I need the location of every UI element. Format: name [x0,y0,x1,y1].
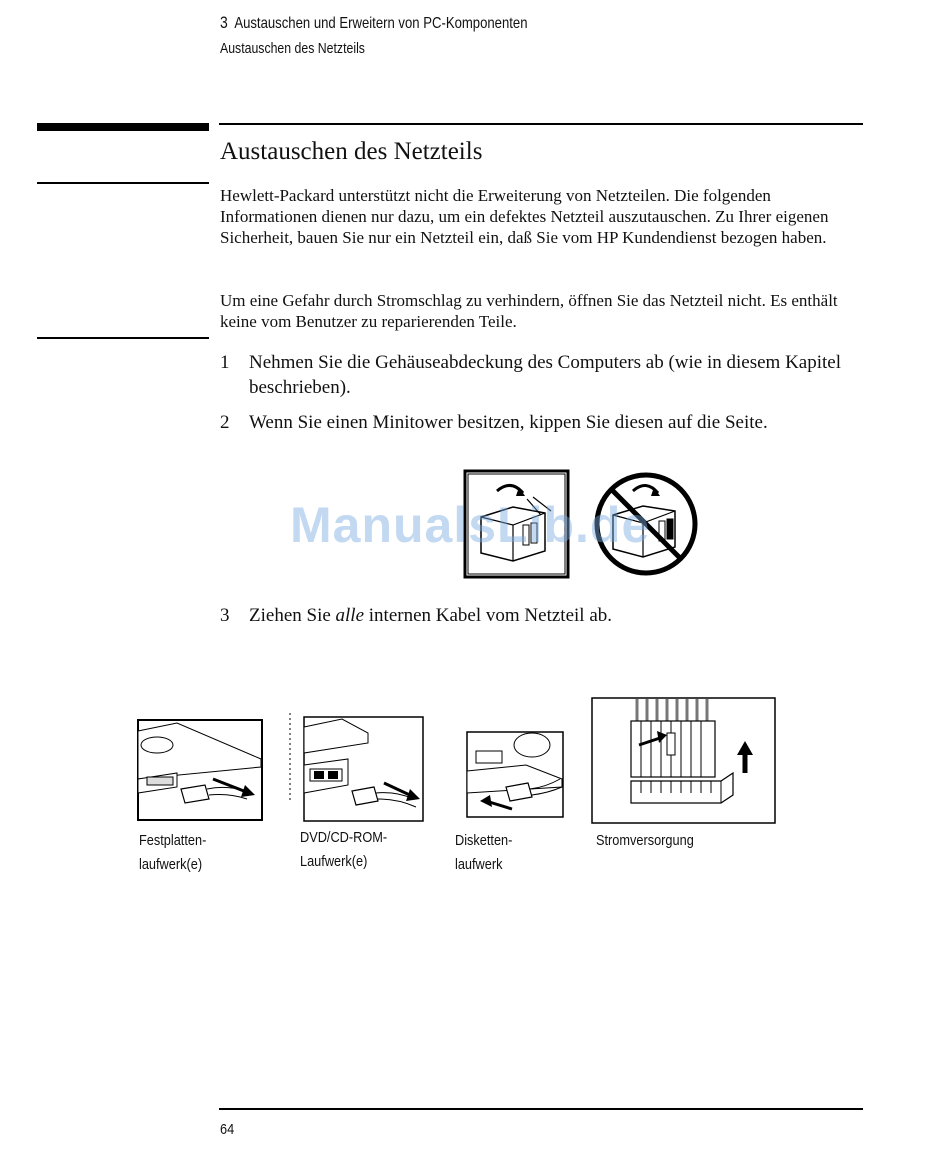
chapter-number: 3 [220,13,228,32]
psu-connector-illustration [591,697,777,825]
caption-power-supply: Stromversorgung [596,832,694,849]
step-text: Wenn Sie einen Minitower besitzen, kippen Sie diesen auf die Seite. [249,412,768,433]
page-number: 64 [220,1121,235,1138]
fdd-cable-illustration [466,731,566,820]
running-header-section: Austauschen des Netzteils [220,40,365,57]
page-title: Austauschen des Netzteils [220,138,483,165]
running-header-chapter [220,13,528,33]
margin-rule [37,337,209,339]
caption-hard-drive: Festplatten- laufwerk(e) [139,832,207,873]
hdd-cable-illustration [137,719,264,822]
dvd-cable-illustration [288,713,426,823]
title-rule [219,123,863,125]
caption-floppy-drive: Disketten- laufwerk [455,832,513,873]
step-text: Nehmen Sie die Gehäuseabdeckung des Computers ab (wie in diesem Kapitel beschrieben). [249,352,841,398]
step-number: 1 [220,352,230,373]
step-number: 3 [220,605,230,626]
step-number: 2 [220,412,230,433]
body-paragraph: Hewlett-Packard unterstützt nicht die Erweiterung von Netzteilen. Die folgenden Informationen dienen nur dazu, um ein defektes Netzteil auszutauschen. Zu Ihrer eigenen Sicherheit, bauen Sie nur ein Netzteil ein, daß Sie vom HP Kundendienst bezogen haben. [220,186,829,247]
watermark: ManualsLib.de [290,497,651,553]
warning-paragraph: Um eine Gefahr durch Stromschlag zu verhindern, öffnen Sie das Netzteil nicht. Es enthält keine vom Benutzer zu reparierenden Teile. [220,291,838,331]
section-marker-bar [37,123,209,131]
step-text: Ziehen Sie alle internen Kabel vom Netzteil ab. [249,605,612,626]
margin-rule [37,182,209,184]
footer-rule [219,1108,863,1110]
caption-dvd-drive: DVD/CD-ROM- Laufwerk(e) [300,829,388,870]
emphasis: alle [335,605,365,626]
chapter-title: Austauschen und Erweitern von PC-Komponenten [234,15,528,32]
